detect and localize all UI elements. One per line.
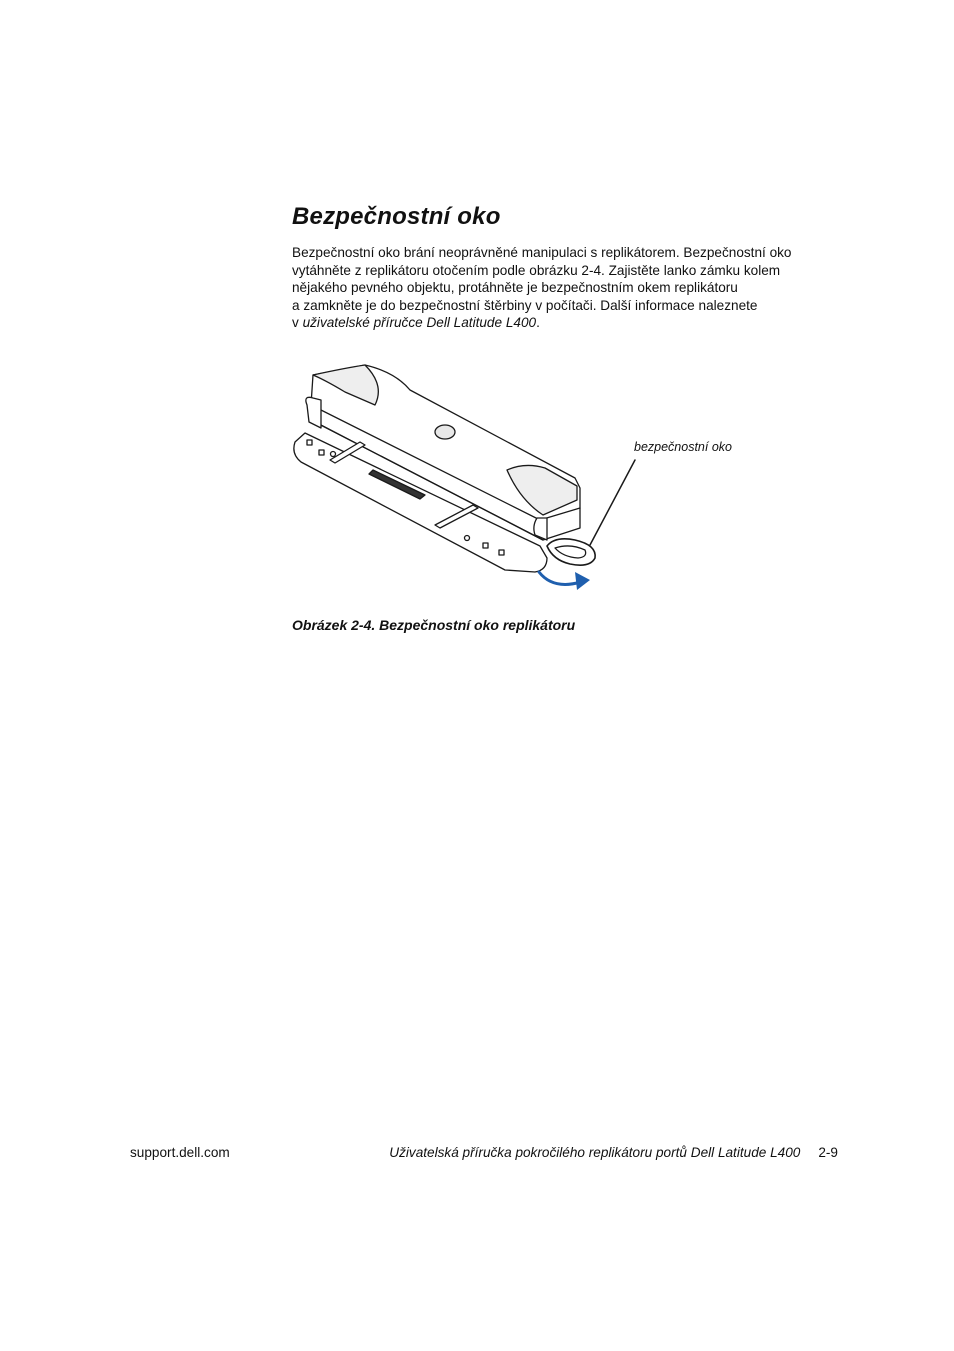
section-heading: Bezpečnostní oko — [292, 203, 501, 230]
paragraph-line: vytáhněte z replikátoru otočením podle obrázku 2-4. Zajistěte lanko zámku kolem — [292, 262, 781, 278]
callout-label: bezpečnostní oko — [634, 440, 732, 454]
footer-doc-title: Uživatelská příručka pokročilého replikátoru portů Dell Latitude L400 — [389, 1145, 801, 1160]
replicator-illustration — [285, 350, 765, 600]
paragraph-prefix: v — [292, 315, 303, 330]
paragraph-suffix: . — [536, 315, 540, 330]
paragraph-line: nějakého pevného objektu, protáhněte je bezpečnostním okem replikátoru — [292, 280, 738, 295]
paragraph-line: Bezpečnostní oko brání neoprávněné manipulaci s replikátorem. Bezpečnostní oko — [292, 245, 792, 260]
footer-site: support.dell.com — [130, 1145, 230, 1160]
footer-info — [389, 1145, 838, 1160]
page-number: 2-9 — [818, 1145, 838, 1160]
paragraph-line — [292, 314, 837, 332]
figure-caption: Obrázek 2-4. Bezpečnostní oko replikátoru — [292, 617, 576, 633]
body-paragraph — [292, 244, 837, 332]
rotation-arrow — [539, 572, 581, 584]
paragraph-line: a zamkněte je do bezpečnostní štěrbiny v počítači. Další informace naleznete — [292, 297, 758, 313]
dell-logo — [435, 425, 455, 439]
arrow-head — [575, 572, 590, 590]
callout-leader — [590, 460, 635, 545]
manual-reference: uživatelské příručce Dell Latitude L400 — [302, 315, 537, 330]
